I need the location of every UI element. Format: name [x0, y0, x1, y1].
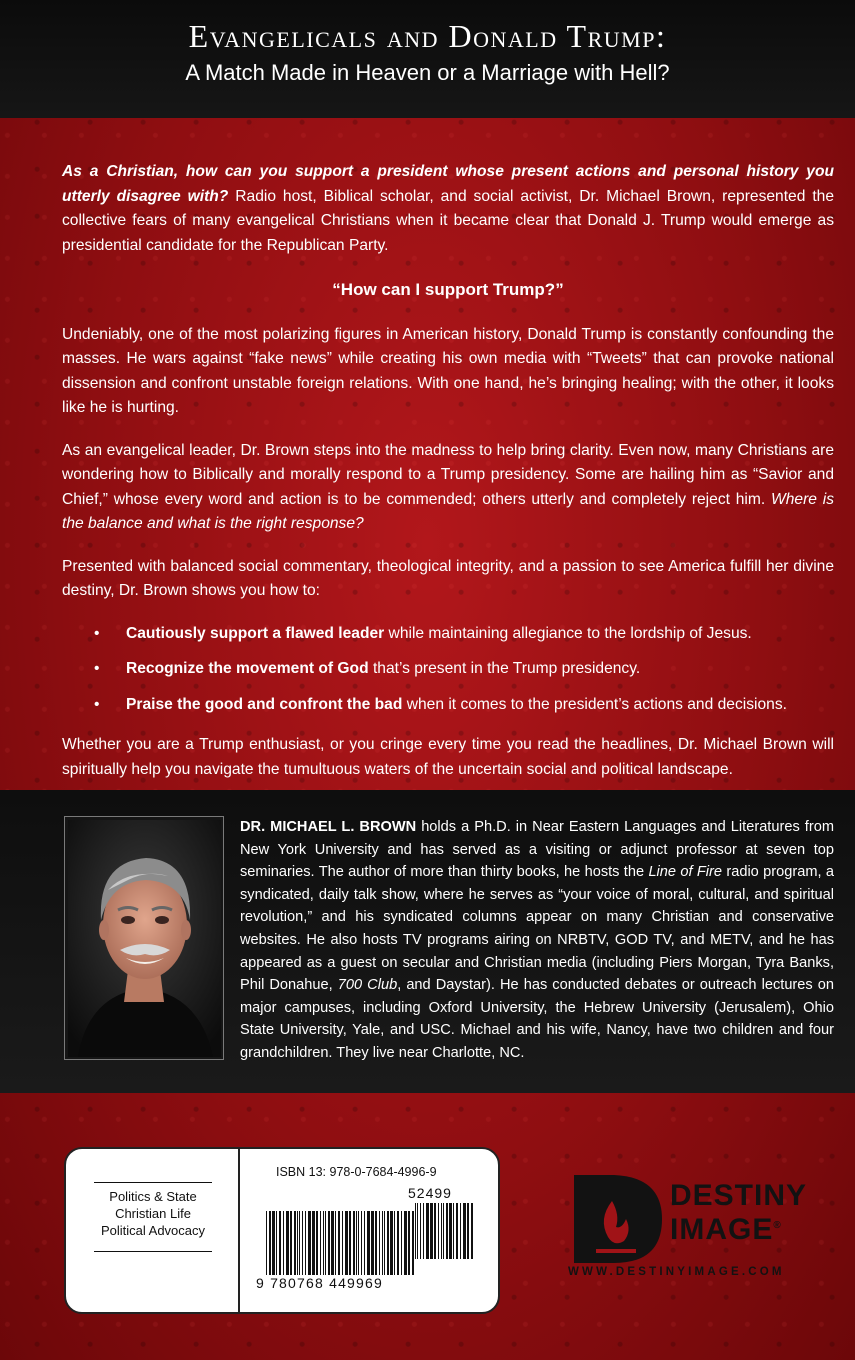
barcode-bar: [328, 1211, 330, 1275]
barcode-bar: [312, 1211, 315, 1275]
barcode-bar: [449, 1203, 452, 1259]
publisher-logo: [566, 1165, 836, 1285]
paragraph-4: Presented with balanced social commentary, theological integrity, and a passion to see America fulfill her divine destiny, Dr. Brown shows you how to:: [62, 557, 834, 599]
barcode-bar: [379, 1211, 380, 1275]
list-item: [94, 693, 834, 718]
paragraph-3-italic: Where is the balance and what is the right response?: [62, 490, 834, 532]
barcode-bar: [367, 1211, 370, 1275]
barcode-bar: [420, 1203, 421, 1259]
barcode-bar: [272, 1211, 275, 1275]
author-portrait-image: [68, 820, 221, 1057]
publisher-name-2: [670, 1213, 782, 1247]
category-item: Christian Life: [115, 1206, 191, 1221]
barcode-bar: [384, 1211, 385, 1275]
barcode-bar: [441, 1203, 442, 1259]
lead-question: As a Christian, how can you support a president whose present actions and personal history you utterly disagree with?: [62, 163, 834, 205]
barcode-bar: [279, 1211, 281, 1275]
barcode-bar: [297, 1211, 298, 1275]
barcode-bar: [375, 1211, 377, 1275]
barcode-bar: [358, 1211, 359, 1275]
barcode-bar: [387, 1211, 389, 1275]
author-bio: [240, 816, 834, 1065]
barcode-bar: [353, 1211, 355, 1275]
barcode-bar: [456, 1203, 458, 1259]
bio-text: holds a Ph.D. in Near Eastern Languages and Literatures from New York University and has served as a visiting or adjunct professor at seven top seminaries. The author of more than thirty books, he hosts the: [240, 819, 834, 881]
barcode-bar: [305, 1211, 306, 1275]
barcode-bar: [331, 1211, 334, 1275]
barcode-bar: [382, 1211, 383, 1275]
barcode-bar: [325, 1211, 326, 1275]
intro-text: Radio host, Biblical scholar, and social activist, Dr. Michael Brown, represented the collective fears of many evangelical Christians when it became clear that Donald J. Trump would emerge as presidential candidate for the Republican Party.: [62, 187, 834, 254]
barcode-bar: [401, 1211, 402, 1275]
paragraph-3-text: As an evangelical leader, Dr. Brown steps into the madness to help bring clarity. Even now, many Christians are wondering how to Biblically and morally respond to a Trump presidency. Some are hailing him as “Savior and Chief,” whose every word and action is to be commended; others utterly and completely reject him.: [62, 441, 834, 508]
barcode-bar: [467, 1203, 469, 1259]
list-item: [94, 657, 834, 682]
registered-mark: ®: [773, 1220, 782, 1231]
barcode-bar: [290, 1211, 292, 1275]
barcode-bar: [283, 1211, 284, 1275]
list-item-text: that’s present in the Trump presidency.: [368, 660, 641, 677]
bio-italic: 700 Club: [337, 977, 398, 994]
author-photo: [64, 816, 224, 1060]
isbn-barcode: [264, 1203, 476, 1275]
barcode-bar: [335, 1211, 336, 1275]
benefit-list: [62, 622, 834, 718]
barcode-bar: [269, 1211, 271, 1275]
category-item: Political Advocacy: [100, 1223, 206, 1238]
barcode-bar: [302, 1211, 303, 1275]
barcode-bar: [417, 1203, 418, 1259]
category-item: Politics & State: [109, 1189, 197, 1204]
barcode-bar: [361, 1211, 362, 1275]
barcode-bar: [345, 1211, 348, 1275]
barcode-bar: [338, 1211, 340, 1275]
title-banner: [0, 0, 855, 118]
barcode-bar: [404, 1211, 407, 1275]
paragraph-2: Undeniably, one of the most polarizing figures in American history, Donald Trump is constantly confounding the masses. He wars against “fake news” while creating his own media with “Tweets” that can provoke national dissension and confront unstable foreign relations. With one hand, he’s bringing healing; with the other, it looks like he is hurting.: [62, 325, 834, 416]
bullet-icon: •: [94, 624, 100, 642]
barcode-bar: [453, 1203, 454, 1259]
book-subtitle: A Match Made in Heaven or a Marriage with Hell?: [185, 60, 670, 85]
barcode-bar: [276, 1211, 277, 1275]
bullet-icon: •: [94, 695, 100, 713]
barcode-bar: [460, 1203, 461, 1259]
publisher-name-1: DESTINY: [670, 1179, 808, 1212]
barcode-card: [64, 1147, 500, 1314]
barcode-bar: [434, 1203, 436, 1259]
barcode-bar: [266, 1211, 267, 1275]
list-item-text: while maintaining allegiance to the lordship of Jesus.: [384, 624, 752, 642]
paragraph-3: [62, 439, 834, 537]
barcode-bar: [463, 1203, 466, 1259]
publisher-name-2-text: IMAGE: [670, 1213, 774, 1246]
barcode-bar: [430, 1203, 433, 1259]
barcode-bar: [394, 1211, 395, 1275]
barcode-bar: [438, 1203, 439, 1259]
barcode-bar: [349, 1211, 351, 1275]
list-item-bold: Cautiously support a flawed leader: [126, 624, 385, 642]
destiny-d-icon: [568, 1171, 668, 1267]
bio-text: , and Daystar). He has conducted debates or outreach lectures on major campuses, including Oxford University, the Hebrew University (Jerusalem), Ohio State University, Yale, and USC. Michael and his wife, Nancy, have two children and four grandchildren. They live near Charlotte, NC.: [240, 977, 834, 1061]
barcode-bar: [443, 1203, 444, 1259]
barcode-bar: [342, 1211, 343, 1275]
card-divider: [238, 1149, 240, 1312]
book-title: Evangelicals and Donald Trump:: [188, 18, 667, 54]
publisher-url: WWW.DESTINYIMAGE.COM: [568, 1266, 785, 1278]
barcode-bar: [356, 1211, 357, 1275]
barcode-bar: [316, 1211, 318, 1275]
barcode-number: 9 780768 449969: [256, 1275, 383, 1291]
barcode-bar: [299, 1211, 300, 1275]
barcode-bar: [446, 1203, 448, 1259]
paragraph-5: Whether you are a Trump enthusiast, or you cringe every time you read the headlines, Dr. Michael Brown will spiritually help you navigate the tumultuous waters of the uncertain social and political landscape.: [62, 736, 834, 778]
author-name: DR. MICHAEL L. BROWN: [240, 819, 417, 835]
list-item-text: when it comes to the president’s actions and decisions.: [402, 695, 787, 713]
bullet-icon: •: [94, 660, 100, 677]
bio-italic: Line of Fire: [648, 864, 723, 881]
barcode-bar: [426, 1203, 429, 1259]
description: [62, 160, 834, 800]
barcode-bar: [323, 1211, 324, 1275]
barcode-bar: [397, 1211, 399, 1275]
barcode-bar: [408, 1211, 410, 1275]
price-code: 52499: [408, 1185, 452, 1201]
barcode-bar: [294, 1211, 296, 1275]
barcode-bar: [364, 1211, 365, 1275]
barcode-bar: [423, 1203, 424, 1259]
bio-text: radio program, a syndicated, daily talk show, where he serves as “your voice of moral, cultural, and spiritual revolution,” and his syndicated columns appear on many Christian and conservative websites. He also hosts TV programs airing on NRBTV, GOD TV, and METV, and he has appeared as a guest on secular and Christian media (including Piers Morgan, Tyra Banks, Phil Donahue,: [240, 864, 834, 994]
list-item: [94, 622, 834, 647]
barcode-bar: [412, 1211, 414, 1275]
barcode-bar: [320, 1211, 321, 1275]
barcode-bar: [415, 1203, 416, 1259]
isbn-label: ISBN 13: 978-0-7684-4996-9: [276, 1165, 437, 1179]
barcode-bar: [308, 1211, 311, 1275]
author-section: [0, 790, 855, 1093]
intro-paragraph: [62, 160, 834, 258]
list-item-bold: Recognize the movement of God: [126, 660, 369, 677]
pull-quote: “How can I support Trump?”: [332, 280, 564, 299]
list-item-bold: Praise the good and confront the bad: [126, 695, 403, 713]
category-box: [94, 1182, 212, 1252]
barcode-bar: [371, 1211, 374, 1275]
barcode-bar: [471, 1203, 473, 1259]
barcode-bar: [390, 1211, 393, 1275]
barcode-bar: [286, 1211, 289, 1275]
